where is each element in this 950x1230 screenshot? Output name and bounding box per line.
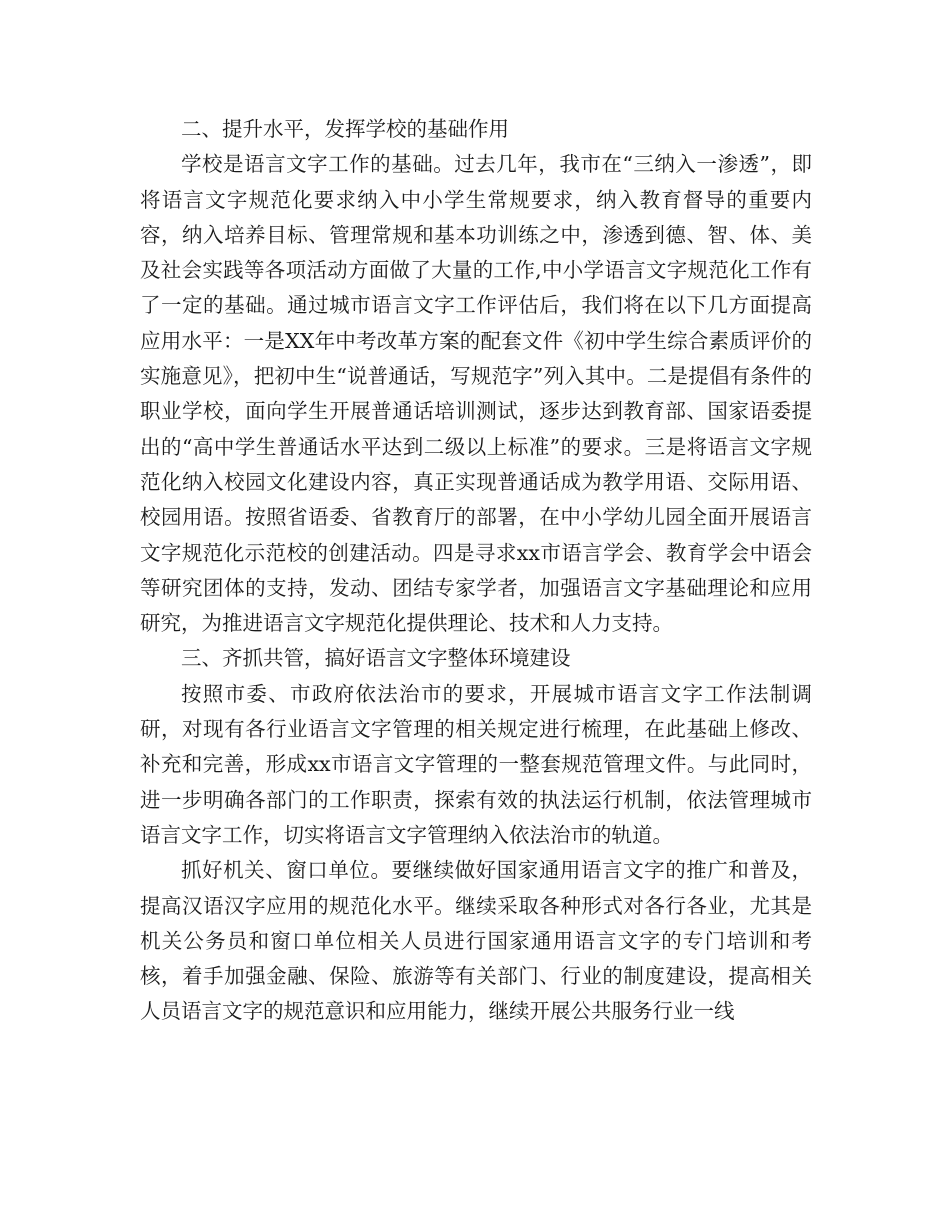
section-heading-2: 二、提升水平，发挥学校的基础作用 xyxy=(181,117,509,141)
paragraph-school-foundation: 学校是语言文字工作的基础。过去几年，我市在“三纳入一渗透”，即将语言文字规范化要求纳入中小学生常规要求，纳入教育督导的重要内容，纳入培养目标、管理常规和基本功训练之中，渗透到德、智、体、美及社会实践等各项活动方面做了大量的工作,中小学语言文字规范化工作有了一定的基础。通过城市语言文字工作评估后，我们将在以下几方面提高应用水平：一是XX年中考改革方案的配套文件《初中学生综合素质评价的实施意见》，把初中生“说普通话，写规范字”列入其中。二是提倡有条件的职业学校，面向学生开展普通话培训测试，逐步达到教育部、国家语委提出的“高中学生普通话水平达到二级以上标准”的要求。三是将语言文字规范化纳入校园文化建设内容，真正实现普通话成为教学用语、交际用语、校园用语。按照省语委、省教育厅的部署，在中小学幼儿园全面开展语言文字规范化示范校的创建活动。四是寻求xx市语言学会、教育学会中语会等研究团体的支持，发动、团结专家学者，加强语言文字基础理论和应用研究，为推进语言文字规范化提供理论、技术和人力支持。 xyxy=(140,152,812,636)
document-body xyxy=(140,112,812,1030)
paragraph-legal-management: 按照市委、市政府依法治市的要求，开展城市语言文字工作法制调研，对现有各行业语言文字管理的相关规定进行梳理，在此基础上修改、补充和完善，形成xx市语言文字管理的一整套规范管理文件。与此同时，进一步明确各部门的工作职责，探索有效的执法运行机制，依法管理城市语言文字工作，切实将语言文字管理纳入依法治市的轨道。 xyxy=(140,681,812,847)
paragraph-government-units: 抓好机关、窗口单位。要继续做好国家通用语言文字的推广和普及，提高汉语汉字应用的规范化水平。继续采取各种形式对各行各业，尤其是机关公务员和窗口单位相关人员进行国家通用语言文字的专门培训和考核，着手加强金融、保险、旅游等有关部门、行业的制度建设，提高相关人员语言文字的规范意识和应用能力，继续开展公共服务行业一线 xyxy=(140,858,812,1024)
section-heading-3: 三、齐抓共管，搞好语言文字整体环境建设 xyxy=(181,646,571,671)
